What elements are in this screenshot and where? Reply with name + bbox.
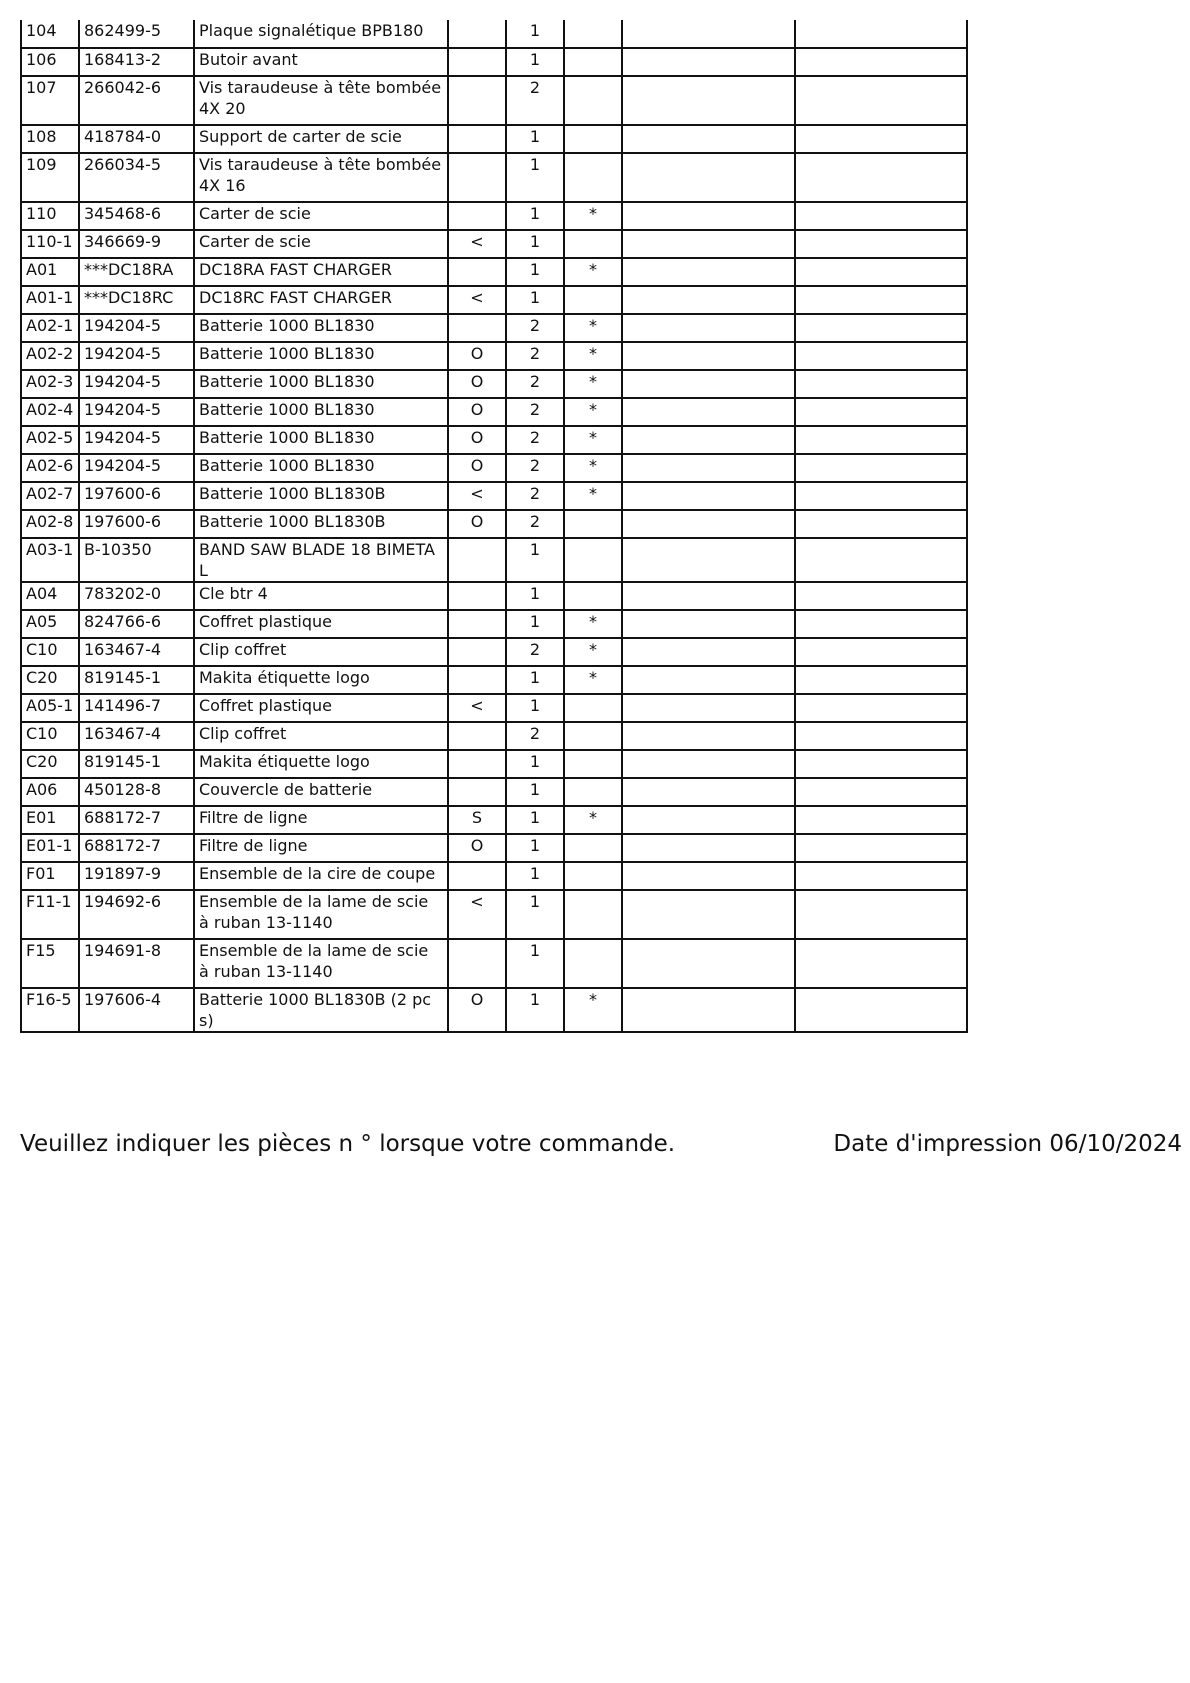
note-cell: <: [448, 890, 506, 939]
table-row: [21, 890, 967, 939]
table-row: [21, 426, 967, 454]
table-row: [21, 862, 967, 890]
blank-cell: [622, 694, 795, 722]
item-ref-cell: C20: [21, 750, 79, 778]
blank-cell: [622, 202, 795, 230]
item-ref-cell: F15: [21, 939, 79, 988]
description-cell: Batterie 1000 BL1830: [194, 426, 448, 454]
mark-cell: *: [564, 638, 622, 666]
note-cell: [448, 76, 506, 125]
note-cell: [448, 314, 506, 342]
mark-cell: *: [564, 610, 622, 638]
blank-cell: [795, 988, 967, 1032]
item-ref-cell: A06: [21, 778, 79, 806]
blank-cell: [795, 862, 967, 890]
table-row: [21, 20, 967, 48]
quantity-cell: 2: [506, 76, 564, 125]
item-ref-cell: 104: [21, 20, 79, 48]
table-row: [21, 666, 967, 694]
table-row: [21, 834, 967, 862]
table-row: [21, 48, 967, 76]
description-cell: Ensemble de la lame de scie à ruban 13-1140: [194, 939, 448, 988]
description-cell: Batterie 1000 BL1830B: [194, 482, 448, 510]
description-cell: Batterie 1000 BL1830: [194, 398, 448, 426]
quantity-cell: 2: [506, 638, 564, 666]
quantity-cell: 1: [506, 694, 564, 722]
item-ref-cell: A02-5: [21, 426, 79, 454]
blank-cell: [795, 342, 967, 370]
description-cell: Vis taraudeuse à tête bombée 4X 16: [194, 153, 448, 202]
description-cell: DC18RA FAST CHARGER: [194, 258, 448, 286]
mark-cell: *: [564, 454, 622, 482]
mark-cell: [564, 582, 622, 610]
quantity-cell: 1: [506, 202, 564, 230]
quantity-cell: 2: [506, 426, 564, 454]
mark-cell: [564, 286, 622, 314]
quantity-cell: 1: [506, 862, 564, 890]
blank-cell: [795, 20, 967, 48]
table-row: [21, 939, 967, 988]
mark-cell: [564, 510, 622, 538]
blank-cell: [795, 48, 967, 76]
description-cell: Butoir avant: [194, 48, 448, 76]
mark-cell: *: [564, 426, 622, 454]
part-number-cell: 163467-4: [79, 638, 194, 666]
description-cell: Batterie 1000 BL1830B: [194, 510, 448, 538]
blank-cell: [622, 862, 795, 890]
blank-cell: [795, 538, 967, 582]
item-ref-cell: C10: [21, 638, 79, 666]
quantity-cell: 1: [506, 610, 564, 638]
note-cell: [448, 48, 506, 76]
item-ref-cell: A02-7: [21, 482, 79, 510]
mark-cell: [564, 76, 622, 125]
description-cell: Clip coffret: [194, 638, 448, 666]
part-number-cell: 194691-8: [79, 939, 194, 988]
quantity-cell: 1: [506, 750, 564, 778]
mark-cell: *: [564, 666, 622, 694]
table-row: [21, 722, 967, 750]
description-cell: Clip coffret: [194, 722, 448, 750]
quantity-cell: 1: [506, 538, 564, 582]
note-cell: S: [448, 806, 506, 834]
description-cell: Filtre de ligne: [194, 806, 448, 834]
description-cell: Batterie 1000 BL1830: [194, 370, 448, 398]
table-row: [21, 510, 967, 538]
blank-cell: [622, 510, 795, 538]
description-cell: Ensemble de la cire de coupe: [194, 862, 448, 890]
print-date: Date d'impression 06/10/2024: [833, 1131, 1182, 1157]
part-number-cell: 163467-4: [79, 722, 194, 750]
blank-cell: [622, 890, 795, 939]
description-cell: Couvercle de batterie: [194, 778, 448, 806]
quantity-cell: 1: [506, 258, 564, 286]
blank-cell: [795, 454, 967, 482]
item-ref-cell: 106: [21, 48, 79, 76]
part-number-cell: 824766-6: [79, 610, 194, 638]
quantity-cell: 1: [506, 48, 564, 76]
blank-cell: [622, 370, 795, 398]
blank-cell: [795, 482, 967, 510]
blank-cell: [795, 153, 967, 202]
quantity-cell: 2: [506, 370, 564, 398]
description-cell: BAND SAW BLADE 18 BIMETAL: [194, 538, 448, 582]
blank-cell: [795, 939, 967, 988]
part-number-cell: 194692-6: [79, 890, 194, 939]
mark-cell: [564, 230, 622, 258]
item-ref-cell: A01: [21, 258, 79, 286]
part-number-cell: B-10350: [79, 538, 194, 582]
mark-cell: [564, 153, 622, 202]
blank-cell: [795, 666, 967, 694]
item-ref-cell: A02-3: [21, 370, 79, 398]
mark-cell: [564, 125, 622, 153]
description-cell: Ensemble de la lame de scie à ruban 13-1140: [194, 890, 448, 939]
blank-cell: [622, 314, 795, 342]
quantity-cell: 1: [506, 988, 564, 1032]
part-number-cell: 819145-1: [79, 666, 194, 694]
mark-cell: [564, 939, 622, 988]
item-ref-cell: 110: [21, 202, 79, 230]
note-cell: [448, 582, 506, 610]
blank-cell: [795, 314, 967, 342]
quantity-cell: 1: [506, 778, 564, 806]
table-row: [21, 610, 967, 638]
quantity-cell: 1: [506, 20, 564, 48]
part-number-cell: 191897-9: [79, 862, 194, 890]
item-ref-cell: A02-8: [21, 510, 79, 538]
note-cell: [448, 538, 506, 582]
quantity-cell: 2: [506, 454, 564, 482]
mark-cell: *: [564, 342, 622, 370]
blank-cell: [795, 638, 967, 666]
table-row: [21, 314, 967, 342]
note-cell: [448, 258, 506, 286]
blank-cell: [795, 258, 967, 286]
mark-cell: *: [564, 482, 622, 510]
mark-cell: [564, 750, 622, 778]
blank-cell: [622, 666, 795, 694]
order-instruction: Veuillez indiquer les pièces n ° lorsque votre commande.: [20, 1131, 676, 1157]
mark-cell: *: [564, 202, 622, 230]
blank-cell: [622, 342, 795, 370]
part-number-cell: 346669-9: [79, 230, 194, 258]
blank-cell: [622, 258, 795, 286]
table-row: [21, 538, 967, 582]
parts-table: [20, 20, 968, 1033]
description-cell: Filtre de ligne: [194, 834, 448, 862]
table-row: [21, 694, 967, 722]
blank-cell: [622, 482, 795, 510]
part-number-cell: 450128-8: [79, 778, 194, 806]
quantity-cell: 1: [506, 125, 564, 153]
quantity-cell: 2: [506, 510, 564, 538]
blank-cell: [795, 510, 967, 538]
table-row: [21, 153, 967, 202]
item-ref-cell: E01: [21, 806, 79, 834]
note-cell: [448, 153, 506, 202]
mark-cell: *: [564, 806, 622, 834]
description-cell: Coffret plastique: [194, 694, 448, 722]
mark-cell: *: [564, 398, 622, 426]
note-cell: O: [448, 426, 506, 454]
note-cell: O: [448, 834, 506, 862]
blank-cell: [622, 398, 795, 426]
description-cell: Coffret plastique: [194, 610, 448, 638]
quantity-cell: 1: [506, 666, 564, 694]
quantity-cell: 2: [506, 398, 564, 426]
quantity-cell: 2: [506, 314, 564, 342]
part-number-cell: 688172-7: [79, 806, 194, 834]
item-ref-cell: 109: [21, 153, 79, 202]
item-ref-cell: 108: [21, 125, 79, 153]
note-cell: <: [448, 286, 506, 314]
blank-cell: [622, 426, 795, 454]
table-row: [21, 582, 967, 610]
quantity-cell: 1: [506, 582, 564, 610]
mark-cell: *: [564, 988, 622, 1032]
note-cell: O: [448, 454, 506, 482]
part-number-cell: 197600-6: [79, 510, 194, 538]
blank-cell: [622, 722, 795, 750]
mark-cell: [564, 834, 622, 862]
blank-cell: [795, 806, 967, 834]
description-cell: Vis taraudeuse à tête bombée 4X 20: [194, 76, 448, 125]
part-number-cell: 862499-5: [79, 20, 194, 48]
description-cell: Batterie 1000 BL1830: [194, 314, 448, 342]
table-row: [21, 230, 967, 258]
mark-cell: [564, 778, 622, 806]
part-number-cell: 168413-2: [79, 48, 194, 76]
part-number-cell: ***DC18RC: [79, 286, 194, 314]
blank-cell: [795, 834, 967, 862]
mark-cell: *: [564, 314, 622, 342]
part-number-cell: 418784-0: [79, 125, 194, 153]
description-cell: Makita étiquette logo: [194, 750, 448, 778]
note-cell: [448, 666, 506, 694]
table-row: [21, 286, 967, 314]
note-cell: [448, 202, 506, 230]
item-ref-cell: A05: [21, 610, 79, 638]
blank-cell: [795, 398, 967, 426]
blank-cell: [795, 426, 967, 454]
table-row: [21, 76, 967, 125]
blank-cell: [795, 582, 967, 610]
part-number-cell: 266034-5: [79, 153, 194, 202]
blank-cell: [795, 694, 967, 722]
table-row: [21, 398, 967, 426]
part-number-cell: 194204-5: [79, 398, 194, 426]
description-cell: Carter de scie: [194, 202, 448, 230]
blank-cell: [622, 230, 795, 258]
note-cell: O: [448, 342, 506, 370]
item-ref-cell: C10: [21, 722, 79, 750]
quantity-cell: 1: [506, 834, 564, 862]
blank-cell: [622, 153, 795, 202]
note-cell: [448, 610, 506, 638]
description-cell: Support de carter de scie: [194, 125, 448, 153]
blank-cell: [795, 76, 967, 125]
mark-cell: *: [564, 370, 622, 398]
part-number-cell: ***DC18RA: [79, 258, 194, 286]
quantity-cell: 1: [506, 153, 564, 202]
table-row: [21, 370, 967, 398]
part-number-cell: 266042-6: [79, 76, 194, 125]
table-row: [21, 258, 967, 286]
mark-cell: [564, 538, 622, 582]
part-number-cell: 194204-5: [79, 314, 194, 342]
note-cell: <: [448, 482, 506, 510]
note-cell: [448, 722, 506, 750]
blank-cell: [622, 610, 795, 638]
mark-cell: [564, 890, 622, 939]
note-cell: [448, 20, 506, 48]
item-ref-cell: A04: [21, 582, 79, 610]
item-ref-cell: 107: [21, 76, 79, 125]
mark-cell: [564, 20, 622, 48]
part-number-cell: 194204-5: [79, 342, 194, 370]
blank-cell: [795, 125, 967, 153]
item-ref-cell: C20: [21, 666, 79, 694]
note-cell: [448, 862, 506, 890]
description-cell: Batterie 1000 BL1830: [194, 342, 448, 370]
blank-cell: [622, 939, 795, 988]
description-cell: Plaque signalétique BPB180: [194, 20, 448, 48]
blank-cell: [622, 638, 795, 666]
mark-cell: [564, 722, 622, 750]
note-cell: [448, 125, 506, 153]
quantity-cell: 1: [506, 806, 564, 834]
blank-cell: [795, 778, 967, 806]
blank-cell: [622, 806, 795, 834]
blank-cell: [622, 48, 795, 76]
table-row: [21, 202, 967, 230]
note-cell: O: [448, 510, 506, 538]
blank-cell: [795, 750, 967, 778]
description-cell: Makita étiquette logo: [194, 666, 448, 694]
table-row: [21, 750, 967, 778]
mark-cell: [564, 862, 622, 890]
item-ref-cell: A01-1: [21, 286, 79, 314]
blank-cell: [622, 125, 795, 153]
blank-cell: [795, 890, 967, 939]
parts-table-body: [21, 20, 967, 1032]
table-row: [21, 638, 967, 666]
blank-cell: [622, 454, 795, 482]
table-row: [21, 454, 967, 482]
item-ref-cell: 110-1: [21, 230, 79, 258]
blank-cell: [795, 202, 967, 230]
note-cell: [448, 638, 506, 666]
table-row: [21, 482, 967, 510]
item-ref-cell: F01: [21, 862, 79, 890]
description-cell: Carter de scie: [194, 230, 448, 258]
part-number-cell: 688172-7: [79, 834, 194, 862]
description-cell: Batterie 1000 BL1830B (2 pcs): [194, 988, 448, 1032]
description-cell: DC18RC FAST CHARGER: [194, 286, 448, 314]
part-number-cell: 197600-6: [79, 482, 194, 510]
part-number-cell: 197606-4: [79, 988, 194, 1032]
part-number-cell: 783202-0: [79, 582, 194, 610]
part-number-cell: 345468-6: [79, 202, 194, 230]
note-cell: [448, 778, 506, 806]
table-row: [21, 988, 967, 1032]
blank-cell: [622, 20, 795, 48]
item-ref-cell: A05-1: [21, 694, 79, 722]
blank-cell: [622, 286, 795, 314]
description-cell: Cle btr 4: [194, 582, 448, 610]
note-cell: <: [448, 694, 506, 722]
blank-cell: [622, 778, 795, 806]
item-ref-cell: A02-6: [21, 454, 79, 482]
note-cell: O: [448, 988, 506, 1032]
table-row: [21, 778, 967, 806]
blank-cell: [795, 722, 967, 750]
blank-cell: [795, 370, 967, 398]
table-row: [21, 806, 967, 834]
blank-cell: [622, 76, 795, 125]
blank-cell: [622, 834, 795, 862]
note-cell: <: [448, 230, 506, 258]
mark-cell: [564, 48, 622, 76]
part-number-cell: 194204-5: [79, 426, 194, 454]
item-ref-cell: E01-1: [21, 834, 79, 862]
part-number-cell: 194204-5: [79, 370, 194, 398]
note-cell: O: [448, 370, 506, 398]
part-number-cell: 141496-7: [79, 694, 194, 722]
mark-cell: [564, 694, 622, 722]
quantity-cell: 1: [506, 890, 564, 939]
blank-cell: [795, 230, 967, 258]
blank-cell: [795, 286, 967, 314]
quantity-cell: 2: [506, 342, 564, 370]
blank-cell: [622, 582, 795, 610]
note-cell: [448, 750, 506, 778]
item-ref-cell: A02-1: [21, 314, 79, 342]
item-ref-cell: F11-1: [21, 890, 79, 939]
blank-cell: [795, 610, 967, 638]
table-row: [21, 125, 967, 153]
quantity-cell: 1: [506, 230, 564, 258]
part-number-cell: 194204-5: [79, 454, 194, 482]
item-ref-cell: F16-5: [21, 988, 79, 1032]
blank-cell: [622, 538, 795, 582]
mark-cell: *: [564, 258, 622, 286]
item-ref-cell: A02-4: [21, 398, 79, 426]
blank-cell: [622, 750, 795, 778]
description-cell: Batterie 1000 BL1830: [194, 454, 448, 482]
quantity-cell: 1: [506, 286, 564, 314]
table-row: [21, 342, 967, 370]
note-cell: [448, 939, 506, 988]
blank-cell: [622, 988, 795, 1032]
quantity-cell: 1: [506, 939, 564, 988]
item-ref-cell: A02-2: [21, 342, 79, 370]
item-ref-cell: A03-1: [21, 538, 79, 582]
note-cell: O: [448, 398, 506, 426]
quantity-cell: 2: [506, 482, 564, 510]
part-number-cell: 819145-1: [79, 750, 194, 778]
quantity-cell: 2: [506, 722, 564, 750]
